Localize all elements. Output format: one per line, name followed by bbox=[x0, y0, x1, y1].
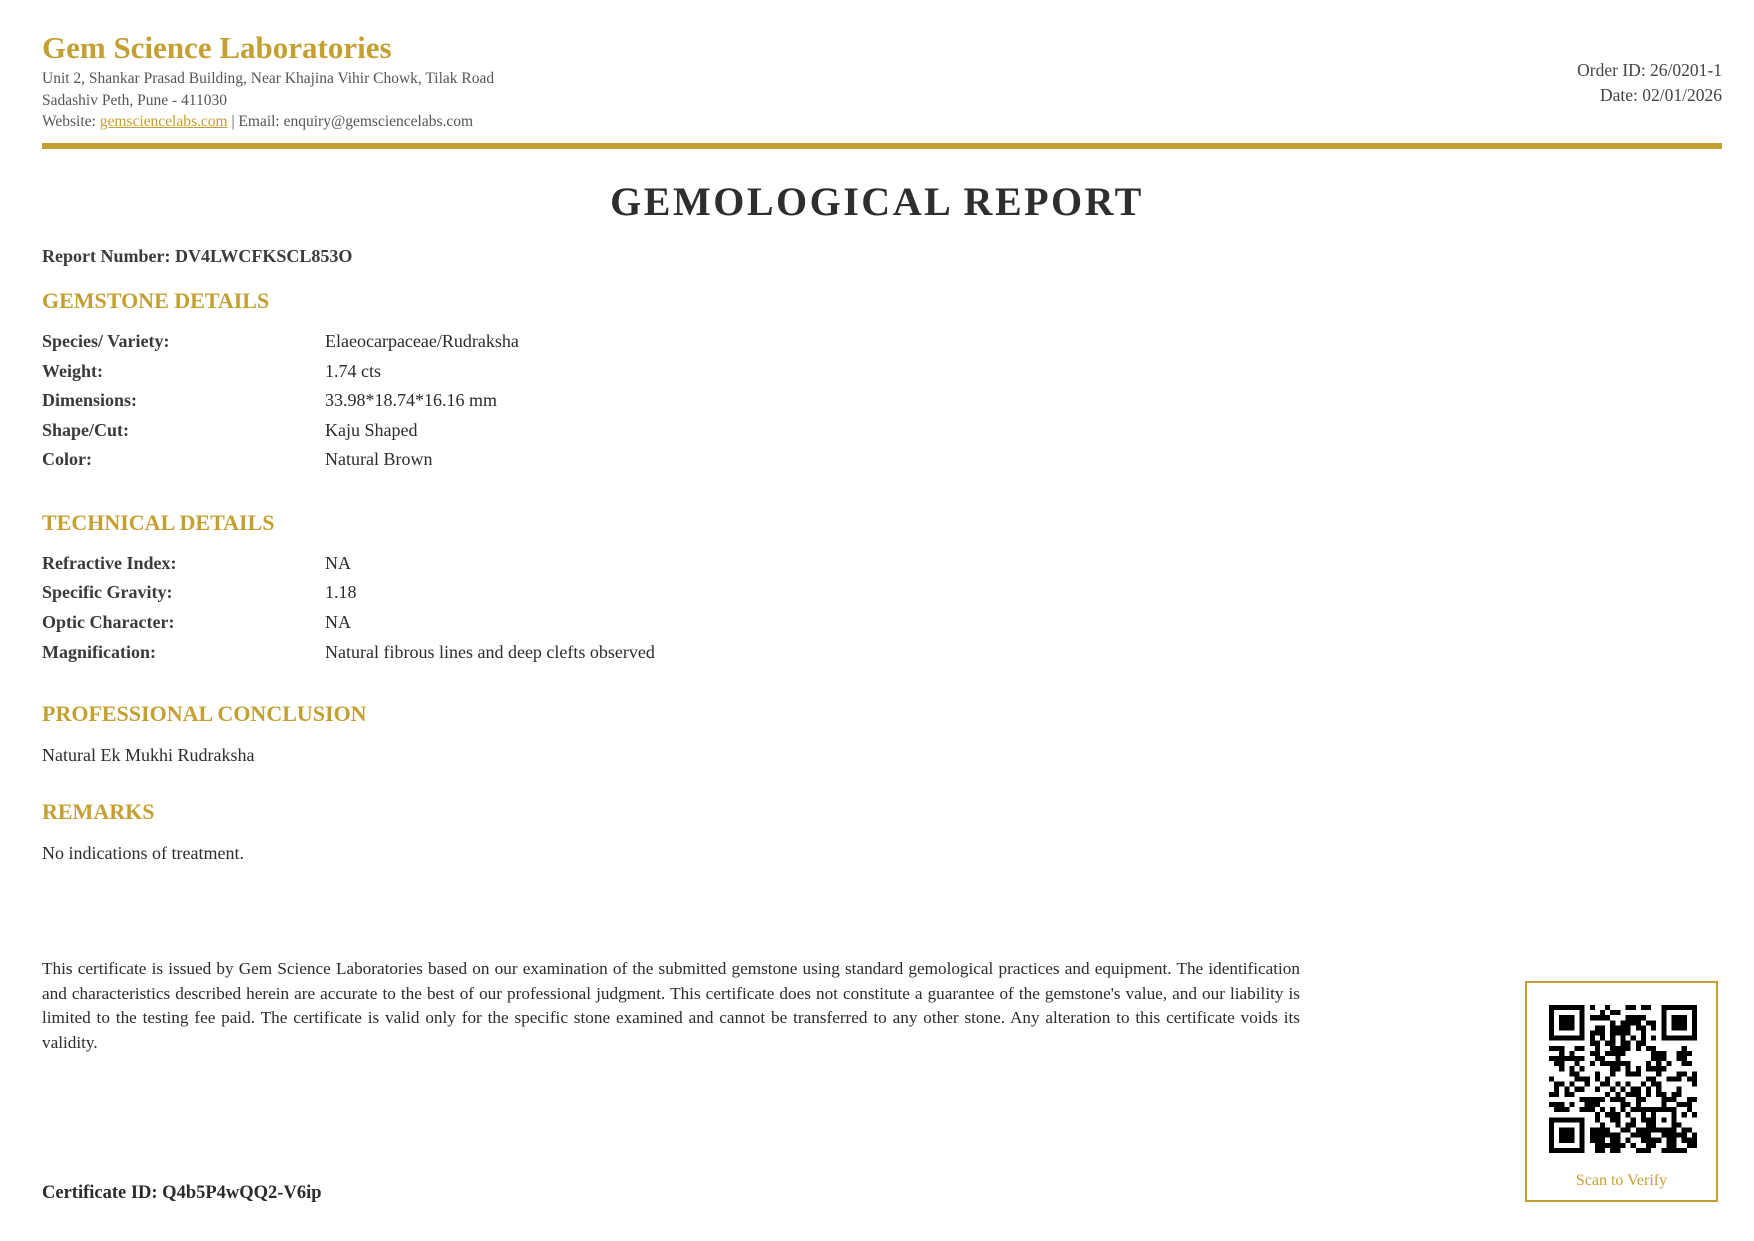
website-link[interactable]: gemsciencelabs.com bbox=[99, 113, 228, 130]
remarks-heading: REMARKS bbox=[42, 799, 155, 824]
qr-code-icon[interactable] bbox=[1549, 1005, 1697, 1153]
shape-value: Kaju Shaped bbox=[325, 420, 418, 440]
species-value: Elaeocarpaceae/Rudraksha bbox=[325, 331, 519, 351]
color-value: Natural Brown bbox=[325, 449, 433, 469]
shape-label: Shape/Cut: bbox=[42, 420, 130, 440]
report-title: GEMOLOGICAL REPORT bbox=[610, 179, 1144, 224]
email-text: | Email: enquiry@gemsciencelabs.com bbox=[227, 113, 474, 130]
refractive-index-label: Refractive Index: bbox=[42, 553, 177, 573]
weight-value: 1.74 cts bbox=[325, 361, 381, 381]
contact-line bbox=[42, 112, 473, 132]
weight-label: Weight: bbox=[42, 361, 103, 381]
technical-details-heading: TECHNICAL DETAILS bbox=[42, 510, 275, 535]
conclusion-text: Natural Ek Mukhi Rudraksha bbox=[42, 745, 255, 765]
header-divider bbox=[42, 143, 1722, 149]
specific-gravity-label: Specific Gravity: bbox=[42, 582, 173, 602]
color-label: Color: bbox=[42, 449, 92, 469]
optic-character-value: NA bbox=[325, 612, 351, 632]
qr-verify-box[interactable] bbox=[1525, 981, 1718, 1202]
refractive-index-value: NA bbox=[325, 553, 351, 573]
magnification-label: Magnification: bbox=[42, 642, 156, 662]
optic-character-label: Optic Character: bbox=[42, 612, 175, 632]
report-number: Report Number: DV4LWCFKSCL853O bbox=[42, 246, 353, 266]
dimensions-value: 33.98*18.74*16.16 mm bbox=[325, 390, 498, 410]
lab-name: Gem Science Laboratories bbox=[42, 30, 392, 65]
order-id: Order ID: 26/0201-1 bbox=[1577, 60, 1722, 80]
species-label: Species/ Variety: bbox=[42, 331, 170, 351]
scan-to-verify-label: Scan to Verify bbox=[1575, 1172, 1668, 1189]
disclaimer-text: This certificate is issued by Gem Science Laboratories based on our examination of the submitted gemstone using standard gemological practices and equipment. The identification and characteristics described herein are accurate to the best of our professional judgment. This certificate does not constitute a guarantee of the gemstone's value, and our liability is limited to the testing fee paid. The certificate is valid only for the specific stone examined and cannot be transferred to any other stone. Any alteration to this certificate voids its validity. bbox=[42, 959, 1300, 1053]
dimensions-label: Dimensions: bbox=[42, 390, 138, 410]
address-line-2: Sadashiv Peth, Pune - 411030 bbox=[42, 92, 227, 109]
specific-gravity-value: 1.18 bbox=[325, 582, 357, 602]
gemstone-details-heading: GEMSTONE DETAILS bbox=[42, 288, 270, 313]
magnification-value: Natural fibrous lines and deep clefts observed bbox=[325, 642, 655, 662]
certificate-id: Certificate ID: Q4b5P4wQQ2-V6ip bbox=[42, 1183, 322, 1203]
conclusion-heading: PROFESSIONAL CONCLUSION bbox=[42, 701, 367, 726]
report-date: Date: 02/01/2026 bbox=[1600, 85, 1722, 105]
website-label: Website: bbox=[42, 113, 100, 130]
address-line-1: Unit 2, Shankar Prasad Building, Near Khajina Vihir Chowk, Tilak Road bbox=[42, 70, 495, 87]
remarks-text: No indications of treatment. bbox=[42, 843, 244, 863]
